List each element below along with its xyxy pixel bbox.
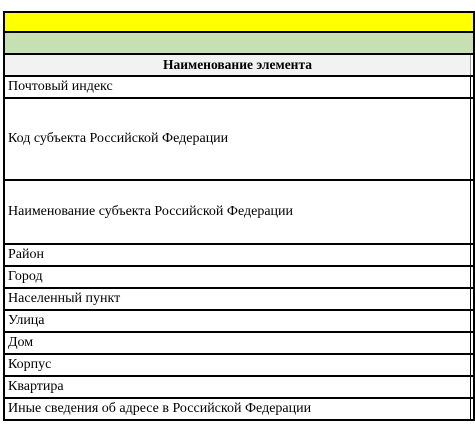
table-cell-region-code[interactable]	[5, 99, 470, 179]
table-cell-house[interactable]	[5, 333, 470, 353]
row-label: Город	[8, 269, 43, 284]
table-cell-postal-code[interactable]	[5, 77, 470, 97]
column-divider	[470, 289, 471, 309]
column-divider	[470, 267, 471, 287]
table-row[interactable]	[3, 399, 475, 421]
column-divider	[470, 311, 471, 331]
table-cell-building[interactable]	[5, 355, 470, 375]
column-header-cell[interactable]	[5, 55, 470, 75]
table-cell-city[interactable]	[5, 267, 470, 287]
title-band-cell[interactable]	[5, 13, 473, 31]
column-divider	[470, 55, 471, 75]
table-row[interactable]	[3, 99, 475, 181]
table-row[interactable]	[3, 311, 475, 333]
table-cell-street[interactable]	[5, 311, 470, 331]
table-row[interactable]	[3, 355, 475, 377]
column-divider	[470, 181, 471, 243]
table-cell-region-name[interactable]	[5, 181, 470, 243]
subtitle-band-cell[interactable]	[5, 33, 473, 53]
column-divider	[470, 99, 471, 179]
row-label: Район	[8, 247, 44, 262]
row-label: Улица	[8, 313, 45, 328]
column-divider	[470, 399, 471, 419]
row-label: Иные сведения об адресе в Российской Федерации	[8, 401, 312, 416]
column-divider	[470, 77, 471, 97]
column-divider	[470, 245, 471, 265]
row-label: Населенный пункт	[8, 291, 121, 306]
table-row[interactable]	[3, 377, 475, 399]
address-table	[3, 11, 475, 421]
table-cell-district[interactable]	[5, 245, 470, 265]
table-cell-other-address-info[interactable]	[5, 399, 470, 419]
row-label: Квартира	[8, 379, 64, 394]
table-row[interactable]	[3, 77, 475, 99]
row-label: Код субъекта Российской Федерации	[8, 131, 229, 146]
column-header-label: Наименование элемента	[162, 57, 313, 72]
column-header-row[interactable]	[3, 55, 475, 77]
column-divider	[470, 355, 471, 375]
row-label: Корпус	[8, 357, 52, 372]
title-band-row[interactable]	[3, 11, 475, 33]
table-cell-apartment[interactable]	[5, 377, 470, 397]
row-label: Наименование субъекта Российской Федерации	[8, 204, 294, 219]
table-row[interactable]	[3, 181, 475, 245]
row-label: Дом	[8, 335, 34, 350]
table-row[interactable]	[3, 245, 475, 267]
column-divider	[470, 333, 471, 353]
subtitle-band-row[interactable]	[3, 33, 475, 55]
table-cell-settlement[interactable]	[5, 289, 470, 309]
row-label: Почтовый индекс	[8, 79, 113, 94]
table-row[interactable]	[3, 333, 475, 355]
table-row[interactable]	[3, 267, 475, 289]
table-row[interactable]	[3, 289, 475, 311]
column-divider	[470, 377, 471, 397]
